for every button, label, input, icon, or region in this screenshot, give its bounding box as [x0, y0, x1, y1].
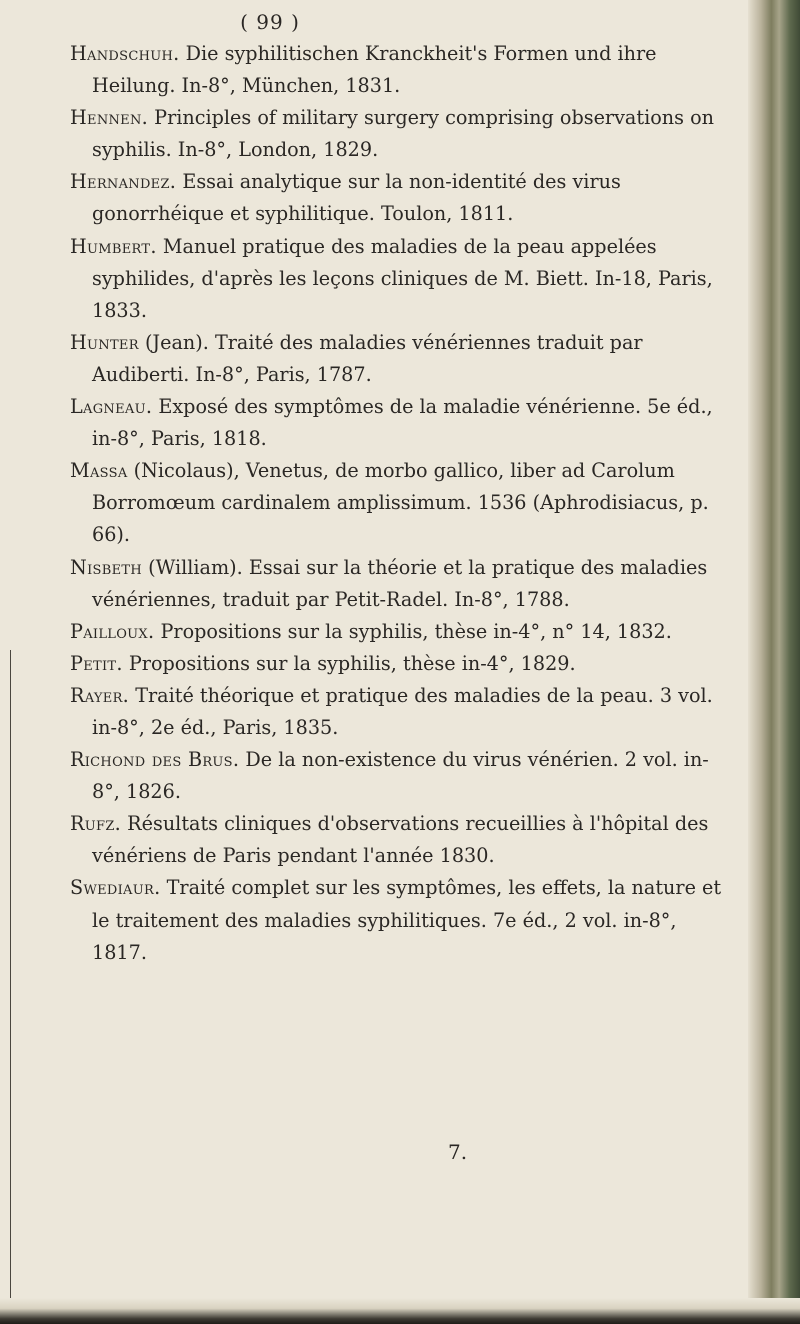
bibliography-entry [70, 680, 730, 744]
entry-author: Swediaur. [70, 876, 161, 900]
entry-text: Traité théorique et pratique des maladies de la peau. 3 vol. in-8°, 2e éd., Paris, 1835. [92, 683, 713, 739]
margin-rule [10, 650, 11, 1300]
bibliography-entry [70, 38, 730, 102]
entry-author: Petit. [70, 651, 123, 675]
entry-text: Propositions sur la syphilis, thèse in-4°, n° 14, 1832. [160, 619, 672, 643]
bibliography-entry [70, 455, 730, 551]
page-edge-binding [748, 0, 800, 1324]
bibliography-entry [70, 616, 730, 648]
page-bottom-edge [0, 1298, 800, 1324]
entry-author: Lagneau. [70, 395, 153, 419]
bibliography-entry [70, 391, 730, 455]
entry-text: Exposé des symptômes de la maladie vénérienne. 5e éd., in-8°, Paris, 1818. [92, 395, 713, 451]
bibliography-entry [70, 872, 730, 968]
entry-author: Humbert. [70, 234, 157, 258]
bibliography-entry [70, 648, 730, 680]
bibliography-entry [70, 231, 730, 327]
signature-mark: 7. [448, 1140, 468, 1164]
entry-text: Essai analytique sur la non-identité des virus gonorrhéique et syphilitique. Toulon, 1811. [92, 170, 621, 226]
entry-text: Die syphilitischen Kranckheit's Formen und ihre Heilung. In-8°, München, 1831. [92, 42, 657, 98]
bibliography-list [70, 38, 730, 969]
entry-text: Traité complet sur les symptômes, les effets, la nature et le traitement des maladies syphilitiques. 7e éd., 2 vol. in-8°, 1817. [92, 876, 722, 964]
entry-text: Principles of military surgery comprising observations on syphilis. In-8°, London, 1829. [92, 106, 714, 162]
bibliography-entry [70, 327, 730, 391]
entry-author: Nisbeth [70, 555, 142, 579]
entry-author: Richond des Brus. [70, 748, 240, 772]
entry-author: Hennen. [70, 106, 149, 130]
entry-author: Hernandez. [70, 170, 177, 194]
entry-text: (Nicolaus), Venetus, de morbo gallico, liber ad Carolum Borromœum cardinalem amplissimum. 1536 (Aphrodisiacus, p. 66). [92, 459, 709, 547]
bibliography-entry [70, 552, 730, 616]
entry-text: (Jean). Traité des maladies vénériennes traduit par Audiberti. In-8°, Paris, 1787. [92, 330, 643, 386]
entry-author: Pailloux. [70, 619, 155, 643]
entry-text: Manuel pratique des maladies de la peau appelées syphilides, d'après les leçons cliniques de M. Biett. In-18, Paris, 1833. [92, 234, 713, 322]
entry-author: Massa [70, 459, 128, 483]
entry-text: Résultats cliniques d'observations recueillies à l'hôpital des vénériens de Paris pendant l'année 1830. [92, 812, 709, 868]
bibliography-entry [70, 808, 730, 872]
entry-author: Rayer. [70, 683, 130, 707]
bibliography-entry [70, 166, 730, 230]
bibliography-entry [70, 744, 730, 808]
entry-author: Handschuh. [70, 42, 180, 65]
entry-text: Propositions sur la syphilis, thèse in-4°, 1829. [128, 651, 576, 675]
entry-author: Rufz. [70, 812, 122, 836]
bibliography-entry [70, 102, 730, 166]
page-number: ( 99 ) [240, 10, 300, 34]
entry-author: Hunter [70, 330, 139, 354]
entry-text: De la non-existence du virus vénérien. 2 vol. in-8°, 1826. [92, 748, 709, 804]
entry-text: (William). Essai sur la théorie et la pratique des maladies vénériennes, traduit par Petit-Radel. In-8°, 1788. [92, 555, 708, 611]
